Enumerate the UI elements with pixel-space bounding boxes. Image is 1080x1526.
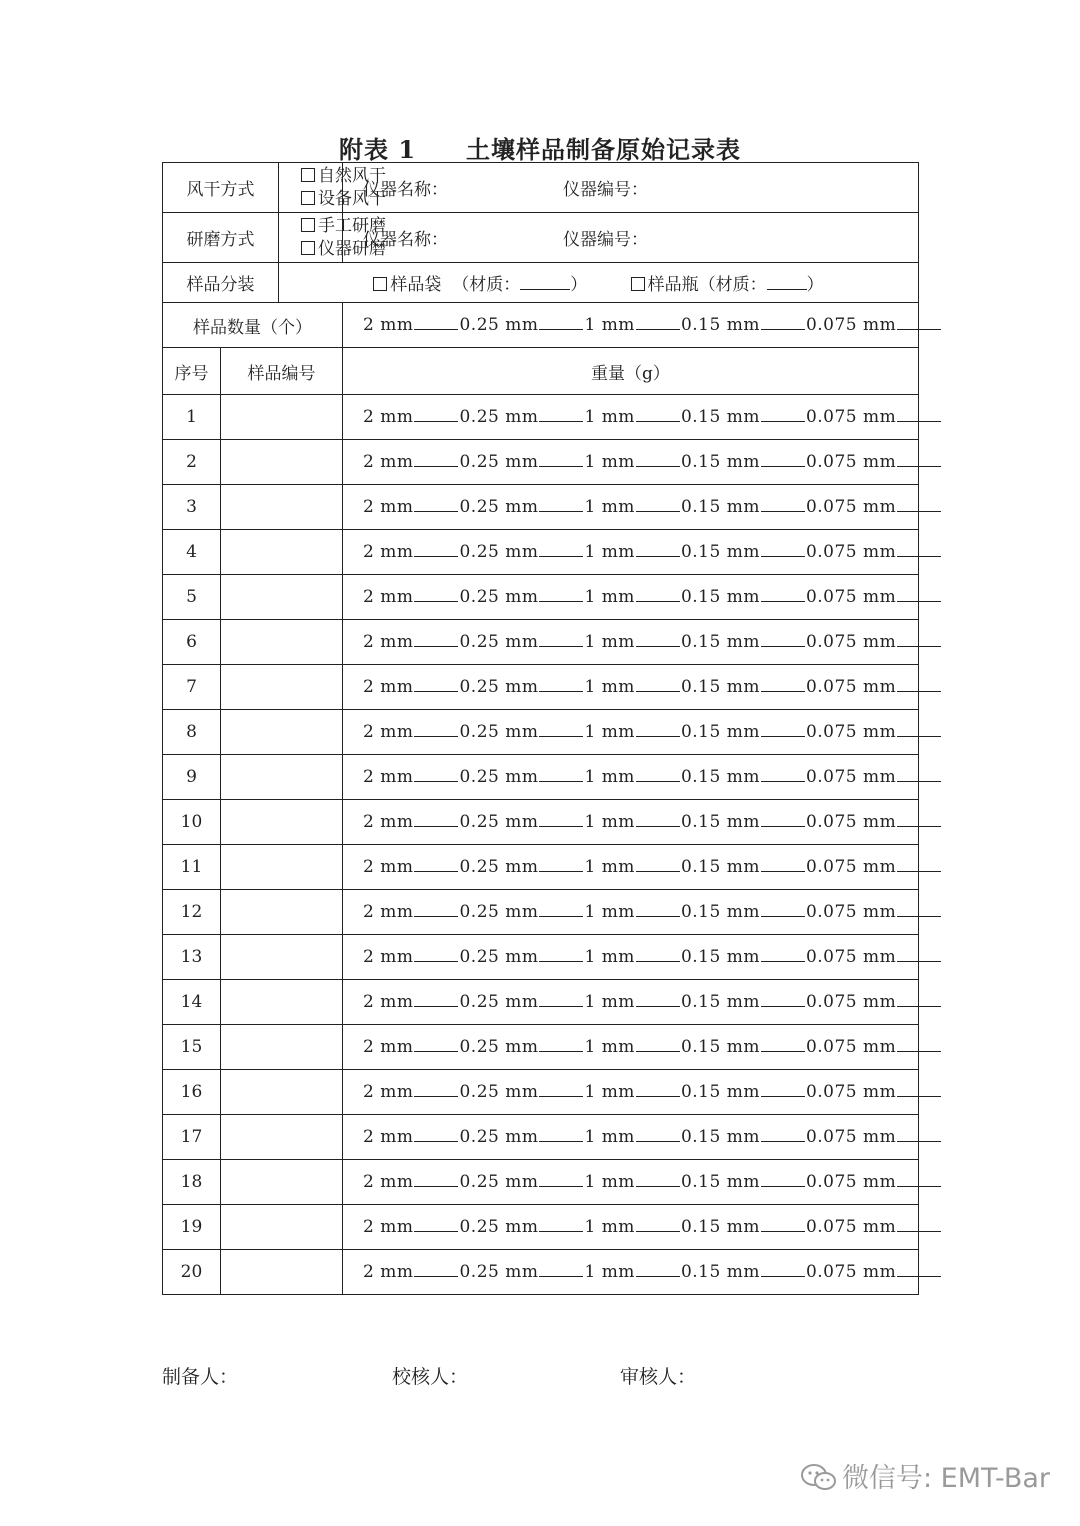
row-weight-cell[interactable]: 2 mm 0.25 mm 1 mm 0.15 mm 0.075 mm	[343, 800, 919, 845]
grinding-instrument[interactable]	[343, 213, 919, 263]
row-weight-cell[interactable]: 2 mm 0.25 mm 1 mm 0.15 mm 0.075 mm	[343, 710, 919, 755]
table-row	[163, 395, 919, 440]
table-row	[163, 485, 919, 530]
row-weight-cell[interactable]: 2 mm 0.25 mm 1 mm 0.15 mm 0.075 mm	[343, 440, 919, 485]
row-weight-cell[interactable]: 2 mm 0.25 mm 1 mm 0.15 mm 0.075 mm	[343, 1160, 919, 1205]
row-seq: 7	[163, 665, 221, 710]
row-sample-no-cell[interactable]	[221, 530, 343, 575]
row-sample-no-cell[interactable]	[221, 665, 343, 710]
row-sample-no-cell[interactable]	[221, 1250, 343, 1295]
row-seq: 16	[163, 1070, 221, 1115]
row-sample-no-cell[interactable]	[221, 485, 343, 530]
row-seq: 19	[163, 1205, 221, 1250]
air-dry-option-device[interactable]: 设备风干	[301, 188, 342, 211]
watermark-text: 微信号: EMT-Bar	[842, 1463, 1050, 1494]
table-row	[163, 980, 919, 1025]
grinding-row	[163, 213, 919, 263]
header-sample-no: 样品编号	[221, 348, 343, 395]
grinding-options	[279, 213, 386, 263]
table-row	[163, 665, 919, 710]
row-weight-cell[interactable]: 2 mm 0.25 mm 1 mm 0.15 mm 0.075 mm	[343, 755, 919, 800]
header-row	[163, 348, 919, 395]
row-seq: 14	[163, 980, 221, 1025]
row-seq: 4	[163, 530, 221, 575]
table-row	[163, 530, 919, 575]
reviewer-label: 审核人：	[620, 1366, 697, 1388]
table-row	[163, 1250, 919, 1295]
air-dry-options	[279, 163, 386, 213]
row-weight-cell[interactable]: 2 mm 0.25 mm 1 mm 0.15 mm 0.075 mm	[343, 395, 919, 440]
row-weight-cell[interactable]: 2 mm 0.25 mm 1 mm 0.15 mm 0.075 mm	[343, 575, 919, 620]
table-row	[163, 440, 919, 485]
air-dry-instrument[interactable]	[343, 163, 919, 213]
grinding-label: 研磨方式	[163, 213, 279, 263]
row-seq: 10	[163, 800, 221, 845]
table-row	[163, 575, 919, 620]
page-title	[0, 130, 1080, 165]
grinding-option-manual[interactable]: 手工研磨	[301, 215, 342, 238]
row-seq: 8	[163, 710, 221, 755]
checkbox-icon[interactable]	[631, 277, 645, 291]
row-seq: 15	[163, 1025, 221, 1070]
grinding-option-instrument[interactable]: 仪器研磨	[301, 238, 342, 261]
row-sample-no-cell[interactable]	[221, 845, 343, 890]
row-weight-cell[interactable]: 2 mm 0.25 mm 1 mm 0.15 mm 0.075 mm	[343, 890, 919, 935]
row-sample-no-cell[interactable]	[221, 1160, 343, 1205]
row-seq: 12	[163, 890, 221, 935]
row-sample-no-cell[interactable]	[221, 575, 343, 620]
header-weight: 重量（g）	[343, 348, 919, 395]
watermark	[800, 1456, 1050, 1495]
table-row	[163, 935, 919, 980]
row-sample-no-cell[interactable]	[221, 1070, 343, 1115]
row-seq: 13	[163, 935, 221, 980]
row-sample-no-cell[interactable]	[221, 1025, 343, 1070]
row-weight-cell[interactable]: 2 mm 0.25 mm 1 mm 0.15 mm 0.075 mm	[343, 485, 919, 530]
packaging-option-bottle[interactable]: 样品瓶（材质： ）	[631, 270, 824, 295]
row-weight-cell[interactable]: 2 mm 0.25 mm 1 mm 0.15 mm 0.075 mm	[343, 980, 919, 1025]
table-row	[163, 800, 919, 845]
row-seq: 1	[163, 395, 221, 440]
row-sample-no-cell[interactable]	[221, 890, 343, 935]
instrument-no-label: 仪器编号：	[563, 180, 648, 200]
instrument-name-label: 仪器名称：	[363, 230, 448, 250]
row-sample-no-cell[interactable]	[221, 395, 343, 440]
row-seq: 6	[163, 620, 221, 665]
table-row	[163, 755, 919, 800]
bottle-material-blank[interactable]	[767, 275, 807, 290]
row-weight-cell[interactable]: 2 mm 0.25 mm 1 mm 0.15 mm 0.075 mm	[343, 530, 919, 575]
wechat-icon	[800, 1463, 838, 1493]
sample-count-sizes[interactable]: 2 mm 0.25 mm 1 mm 0.15 mm 0.075 mm	[343, 303, 919, 348]
row-seq: 9	[163, 755, 221, 800]
row-weight-cell[interactable]: 2 mm 0.25 mm 1 mm 0.15 mm 0.075 mm	[343, 1250, 919, 1295]
table-row	[163, 890, 919, 935]
row-weight-cell[interactable]: 2 mm 0.25 mm 1 mm 0.15 mm 0.075 mm	[343, 665, 919, 710]
checkbox-icon[interactable]	[373, 277, 387, 291]
sample-rows	[163, 395, 919, 1295]
sample-count-label: 样品数量（个）	[163, 303, 343, 348]
sample-count-row	[163, 303, 919, 348]
row-seq: 18	[163, 1160, 221, 1205]
row-sample-no-cell[interactable]	[221, 1115, 343, 1160]
preparer-label: 制备人：	[162, 1366, 239, 1388]
packaging-row	[163, 263, 919, 303]
row-seq: 20	[163, 1250, 221, 1295]
title-prefix: 附表 1	[338, 135, 417, 164]
row-sample-no-cell[interactable]	[221, 935, 343, 980]
table-row	[163, 710, 919, 755]
table-row	[163, 1115, 919, 1160]
title-text: 土壤样品制备原始记录表	[466, 135, 742, 164]
instrument-name-label: 仪器名称：	[363, 180, 448, 200]
row-sample-no-cell[interactable]	[221, 755, 343, 800]
row-seq: 2	[163, 440, 221, 485]
row-seq: 17	[163, 1115, 221, 1160]
record-form-table	[162, 162, 919, 1295]
row-weight-cell[interactable]: 2 mm 0.25 mm 1 mm 0.15 mm 0.075 mm	[343, 1025, 919, 1070]
checkbox-icon[interactable]	[301, 191, 315, 205]
packaging-label: 样品分装	[163, 263, 279, 303]
row-sample-no-cell[interactable]	[221, 800, 343, 845]
air-dry-row	[163, 163, 919, 213]
packaging-option-bag[interactable]: 样品袋 （材质： ）	[373, 270, 587, 295]
row-weight-cell[interactable]: 2 mm 0.25 mm 1 mm 0.15 mm 0.075 mm	[343, 935, 919, 980]
table-row	[163, 1025, 919, 1070]
table-row	[163, 620, 919, 665]
row-weight-cell[interactable]: 2 mm 0.25 mm 1 mm 0.15 mm 0.075 mm	[343, 1115, 919, 1160]
air-dry-option-natural[interactable]: 自然风干	[301, 165, 342, 188]
checkbox-icon[interactable]	[301, 168, 315, 182]
row-sample-no-cell[interactable]	[221, 1205, 343, 1250]
row-sample-no-cell[interactable]	[221, 440, 343, 485]
row-weight-cell[interactable]: 2 mm 0.25 mm 1 mm 0.15 mm 0.075 mm	[343, 620, 919, 665]
row-sample-no-cell[interactable]	[221, 980, 343, 1025]
table-row	[163, 1070, 919, 1115]
row-sample-no-cell[interactable]	[221, 620, 343, 665]
row-seq: 3	[163, 485, 221, 530]
row-sample-no-cell[interactable]	[221, 710, 343, 755]
checkbox-icon[interactable]	[301, 218, 315, 232]
checkbox-icon[interactable]	[301, 241, 315, 255]
row-seq: 5	[163, 575, 221, 620]
packaging-options	[279, 263, 919, 303]
table-row	[163, 1160, 919, 1205]
bag-material-blank[interactable]	[520, 275, 570, 290]
table-row	[163, 845, 919, 890]
instrument-no-label: 仪器编号：	[563, 230, 648, 250]
air-dry-label: 风干方式	[163, 163, 279, 213]
row-weight-cell[interactable]: 2 mm 0.25 mm 1 mm 0.15 mm 0.075 mm	[343, 845, 919, 890]
row-weight-cell[interactable]: 2 mm 0.25 mm 1 mm 0.15 mm 0.075 mm	[343, 1070, 919, 1115]
header-seq: 序号	[163, 348, 221, 395]
row-weight-cell[interactable]: 2 mm 0.25 mm 1 mm 0.15 mm 0.075 mm	[343, 1205, 919, 1250]
row-seq: 11	[163, 845, 221, 890]
table-row	[163, 1205, 919, 1250]
checker-label: 校核人：	[392, 1366, 469, 1388]
